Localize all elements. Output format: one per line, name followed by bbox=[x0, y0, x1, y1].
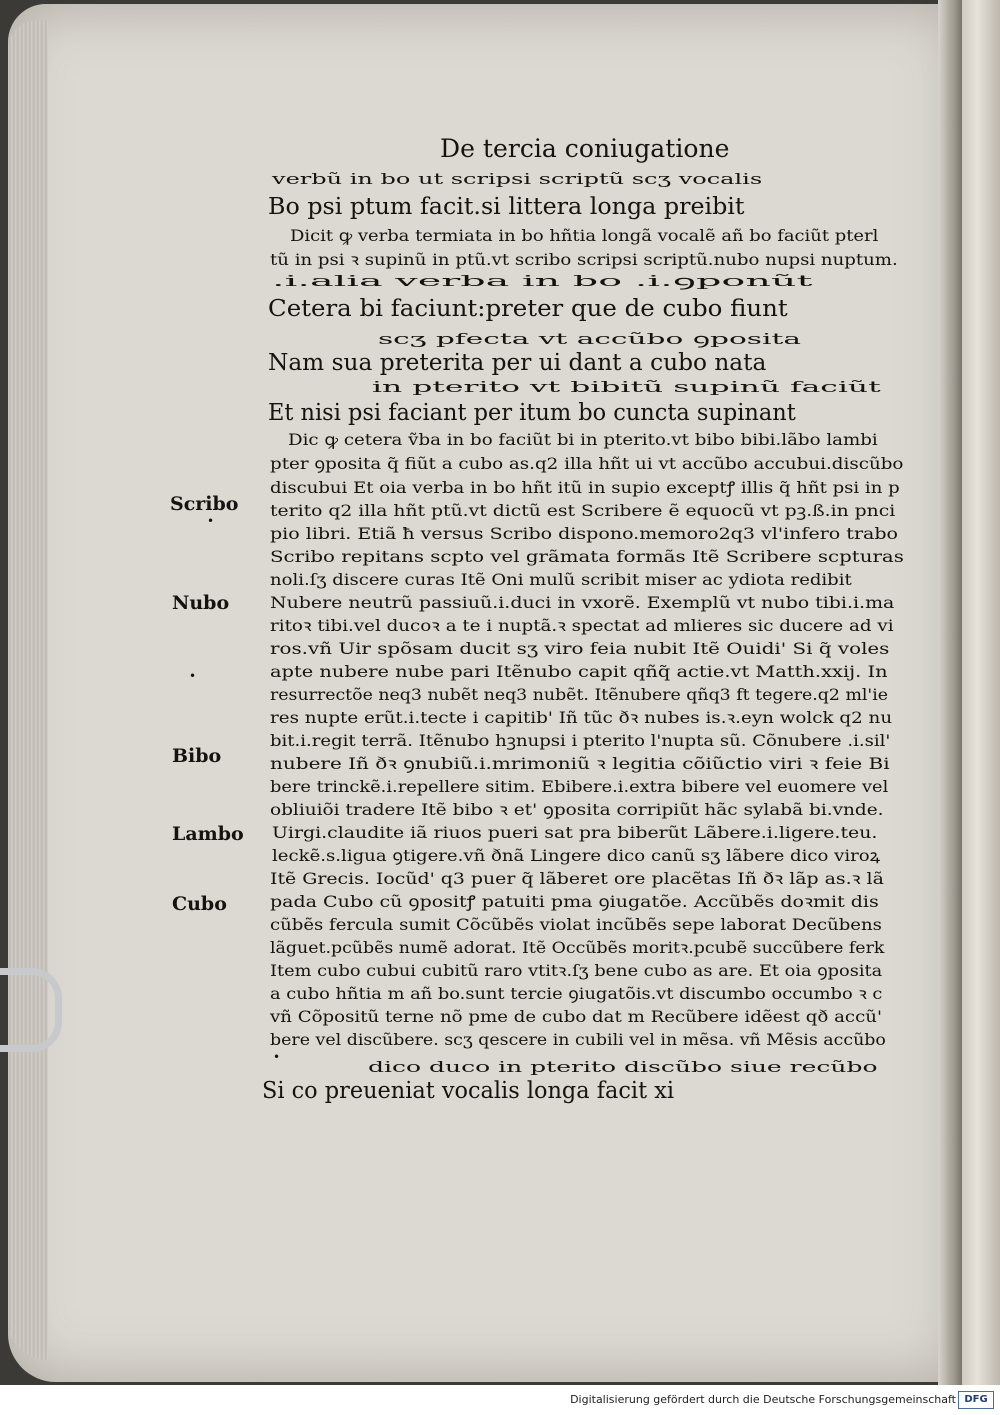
footer-credit: Digitalisierung gefördert durch die Deutsche Forschungsgemeinschaft bbox=[570, 1393, 956, 1406]
margin-dot: • bbox=[207, 514, 215, 528]
commentary-line: pada Cubo cũ ꝯpositꝭ patuiti pma ꝯiugatõe. Accũbẽs doꝛmit dis bbox=[270, 892, 879, 911]
gloss-line: dico duco in pterito discũbo siue recũbo bbox=[368, 1058, 878, 1076]
commentary-line: pio libri. Etiã ħ versus Scribo dispono.memoro2q3 vl'infero trabo bbox=[270, 524, 899, 543]
dfg-logo: DFG bbox=[958, 1391, 994, 1409]
margin-note-bibo: Bibo bbox=[172, 745, 222, 767]
commentary-line: tũ in psi ꝛ supinũ in ptũ.vt scribo scripsi scriptũ.nubo nupsi nuptum. bbox=[270, 250, 898, 269]
footer-bar bbox=[0, 1385, 1000, 1415]
commentary-line: leckẽ.s.ligua ꝯtigere.vñ ðnã Lingere dico canũ sʒ lãbere dico viroꝝ bbox=[272, 846, 881, 865]
commentary-line: bit.i.regit terrã. Itẽnubo hꝫnupsi i pterito l'nupta sũ. Cõnubere .i.sil' bbox=[270, 731, 891, 750]
commentary-line: ros.vñ Uir spõsam ducit sʒ viro feia nubit Itẽ Ouidi' Si q̃ voles bbox=[270, 639, 890, 658]
verse-line: Si co preueniat vocalis longa facit xi bbox=[262, 1078, 675, 1104]
gloss-line: verbũ in bo ut scripsi scriptũ scʒ vocalis bbox=[272, 170, 763, 188]
verse-line: Cetera bi faciunt:preter que de cubo fiunt bbox=[268, 296, 788, 322]
commentary-line: bere trinckẽ.i.repellere sitim. Ebibere.i.extra bibere vel euomere vel bbox=[270, 777, 889, 796]
commentary-line: Nubere neutrũ passiuũ.i.duci in vxorẽ. Exemplũ vt nubo tibi.i.ma bbox=[270, 593, 895, 612]
commentary-line: resurrectõe neq3 nubẽt neq3 nubẽt. Itẽnubere qñq3 ft tegere.q2 ml'ie bbox=[270, 685, 889, 704]
commentary-line: discubui Et oia verba in bo hñt itũ in supio exceptꝭ illis q̃ hñt psi in p bbox=[270, 478, 900, 497]
commentary-line: bere vel discũbere. scʒ qescere in cubili vel in mẽsa. vñ Mẽsis accũbo bbox=[270, 1030, 886, 1049]
commentary-line: Itẽ Grecis. Iocũd' q3 puer q̃ lãberet ore placẽtas Iñ ðꝛ lãp as.ꝛ lã bbox=[270, 869, 884, 888]
margin-dot: • bbox=[189, 669, 197, 683]
commentary-line: vñ Cõpositũ terne nõ pme de cubo dat m Recũbere idẽest qð accũ' bbox=[270, 1007, 882, 1026]
verse-line: Bo psi ptum facit.si littera longa preibit bbox=[268, 194, 745, 220]
commentary-line: res nupte erũt.i.tecte i capitib' Iñ tũc ðꝛ nubes is.ꝛ.eyn wolck q2 nu bbox=[270, 708, 893, 727]
commentary-line: lãguet.pcũbẽs numẽ adorat. Itẽ Occũbẽs moritꝛ.pcubẽ succũbere ferk bbox=[270, 938, 885, 957]
page-heading: De tercia coniugatione bbox=[440, 134, 730, 163]
commentary-line: nubere Iñ ðꝛ ꝯnubiũ.i.mrimoniũ ꝛ legitia cõiũctio viri ꝛ feie Bi bbox=[270, 754, 890, 773]
commentary-line: a cubo hñtia m añ bo.sunt tercie ꝯiugatõis.vt discumbo occumbo ꝛ c bbox=[270, 984, 883, 1003]
commentary-line: Scribo repitans scpto vel grãmata formãs Itẽ Scribere scpturas bbox=[270, 547, 904, 566]
gloss-line: in pterito vt bibitũ supinũ faciũt bbox=[372, 378, 881, 396]
margin-note-lambo: Lambo bbox=[172, 823, 244, 845]
commentary-line: pter ꝯposita q̃ fiũt a cubo as.q2 illa hñt ui vt accũbo accubui.discũbo bbox=[270, 454, 904, 473]
commentary-line: cũbẽs fercula sumit Cõcũbẽs violat incũbẽs sepe laborat Decũbens bbox=[270, 915, 882, 934]
commentary-line: apte nubere nube pari Itẽnubo capit qñq̃ actie.vt Matth.xxij. In bbox=[270, 662, 888, 681]
commentary-line: noli.ſʒ discere curas Itẽ Oni mulũ scribit miser ac ydiota redibit bbox=[270, 570, 852, 589]
commentary-line: obliuiõi tradere Itẽ bibo ꝛ et' ꝯposita corripiũt hãc sylabã bi.vnde. bbox=[270, 800, 884, 819]
gloss-line: scʒ pfecta vt accũbo ꝯposita bbox=[378, 330, 801, 348]
verse-line: Et nisi psi faciant per itum bo cuncta supinant bbox=[268, 400, 796, 426]
verse-line: Nam sua preterita per ui dant a cubo nata bbox=[268, 350, 767, 376]
gloss-line: .i.alia verba in bo .i.ꝯponũt bbox=[272, 272, 813, 290]
margin-dot: • bbox=[273, 1050, 281, 1064]
margin-note-scribo: Scribo bbox=[170, 493, 239, 515]
commentary-line: Dic ꝙ cetera ṽba in bo faciũt bi in pterito.vt bibo bibi.lãbo lambi bbox=[288, 430, 878, 449]
margin-note-cubo: Cubo bbox=[172, 893, 227, 915]
margin-note-nubo: Nubo bbox=[172, 592, 230, 614]
commentary-line: terito q2 illa hñt ptũ.vt dictũ est Scribere ẽ equocũ vt pꝫ.ß.in pnci bbox=[270, 501, 896, 520]
commentary-line: ritoꝛ tibi.vel ducoꝛ a te i nuptã.ꝛ spectat ad mlieres sic ducere ad vi bbox=[270, 616, 894, 635]
commentary-line: Uirgi.claudite iã riuos pueri sat pra biberũt Lãbere.i.ligere.teu. bbox=[272, 823, 878, 842]
commentary-line: Dicit ꝙ verba termiata in bo hñtia longã vocalẽ añ bo faciũt pterl bbox=[290, 226, 879, 245]
commentary-line: Item cubo cubui cubitũ raro vtitꝛ.ſʒ bene cubo as are. Et oia ꝯposita bbox=[270, 961, 883, 980]
